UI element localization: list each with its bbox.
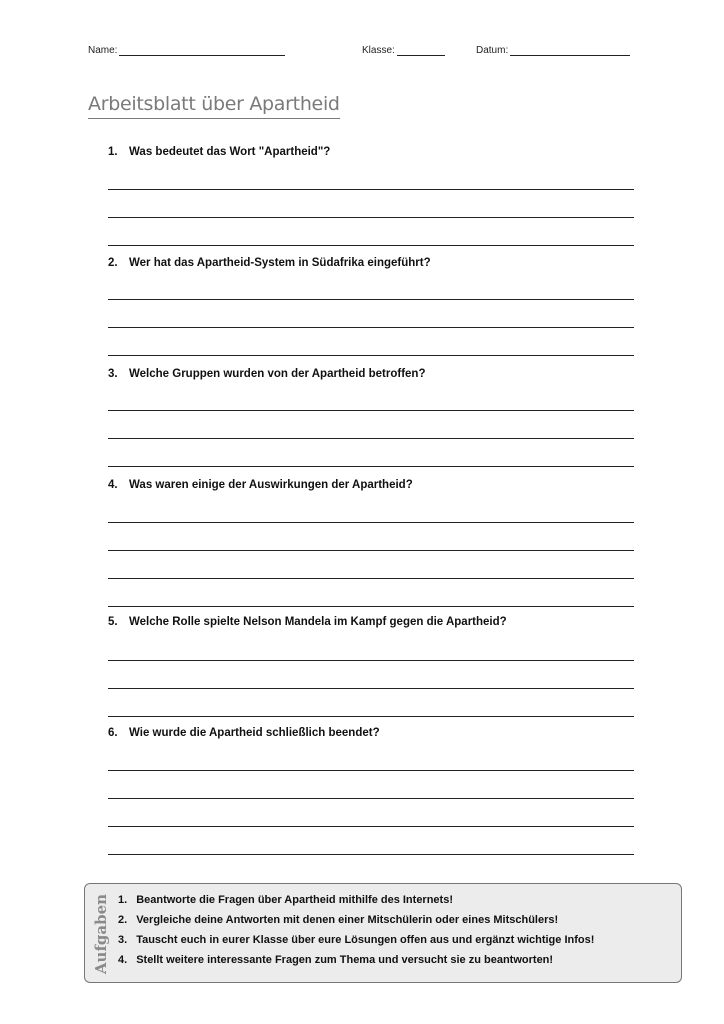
answer-line[interactable] <box>108 245 634 246</box>
question-number: 5. <box>108 616 118 628</box>
class-input-line[interactable] <box>397 45 445 56</box>
name-field[interactable] <box>88 45 285 56</box>
question-3 <box>108 368 634 380</box>
answer-line[interactable] <box>108 798 634 799</box>
question-number: 3. <box>108 368 118 380</box>
answer-line[interactable] <box>108 688 634 689</box>
answer-line[interactable] <box>108 522 634 523</box>
question-text: Was bedeutet das Wort "Apartheid"? <box>129 146 331 158</box>
answer-line[interactable] <box>108 854 634 855</box>
answer-line[interactable] <box>108 826 634 827</box>
question-1 <box>108 146 634 158</box>
answer-line[interactable] <box>108 466 634 467</box>
date-input-line[interactable] <box>510 45 630 56</box>
question-2 <box>108 257 634 269</box>
class-field[interactable] <box>362 45 445 56</box>
answer-line[interactable] <box>108 606 634 607</box>
answer-line[interactable] <box>108 189 634 190</box>
question-number: 1. <box>108 146 118 158</box>
task-side-label <box>88 892 114 976</box>
question-text: Wie wurde die Apartheid schließlich beendet? <box>129 727 380 739</box>
answer-line[interactable] <box>108 770 634 771</box>
question-text: Wer hat das Apartheid-System in Südafrika eingeführt? <box>129 257 431 269</box>
task-text: Stellt weitere interessante Fragen zum Thema und versucht sie zu beantworten! <box>136 954 554 966</box>
question-number: 6. <box>108 727 118 739</box>
question-text: Welche Rolle spielte Nelson Mandela im Kampf gegen die Apartheid? <box>129 616 507 628</box>
answer-line[interactable] <box>108 716 634 717</box>
task-item <box>118 932 594 952</box>
date-field[interactable] <box>476 45 630 56</box>
task-box <box>84 883 682 983</box>
task-list <box>118 892 594 972</box>
question-4 <box>108 479 634 491</box>
name-label: Name: <box>88 45 118 56</box>
task-item <box>118 952 594 972</box>
question-text: Was waren einige der Auswirkungen der Apartheid? <box>129 479 413 491</box>
task-text: Beantworte die Fragen über Apartheid mithilfe des Internets! <box>136 894 453 906</box>
task-number: 4. <box>118 954 128 966</box>
date-label: Datum: <box>476 45 509 56</box>
answer-line[interactable] <box>108 578 634 579</box>
answer-line[interactable] <box>108 355 634 356</box>
question-5 <box>108 616 634 628</box>
page-title: Arbeitsblatt über Apartheid <box>88 93 340 119</box>
question-6 <box>108 727 634 739</box>
task-number: 1. <box>118 894 128 906</box>
class-label: Klasse: <box>362 45 395 56</box>
task-item <box>118 912 594 932</box>
question-text: Welche Gruppen wurden von der Apartheid betroffen? <box>129 368 426 380</box>
task-number: 3. <box>118 934 128 946</box>
task-item <box>118 892 594 912</box>
answer-line[interactable] <box>108 327 634 328</box>
question-number: 2. <box>108 257 118 269</box>
answer-line[interactable] <box>108 438 634 439</box>
answer-line[interactable] <box>108 660 634 661</box>
task-text: Vergleiche deine Antworten mit denen einer Mitschülerin oder eines Mitschülers! <box>136 914 559 926</box>
answer-line[interactable] <box>108 299 634 300</box>
task-side-text: Aufgaben <box>92 893 110 975</box>
task-text: Tauscht euch in eurer Klasse über eure Lösungen offen aus und ergänzt wichtige Infos! <box>136 934 595 946</box>
answer-line[interactable] <box>108 550 634 551</box>
answer-line[interactable] <box>108 410 634 411</box>
question-number: 4. <box>108 479 118 491</box>
task-number: 2. <box>118 914 128 926</box>
answer-line[interactable] <box>108 217 634 218</box>
name-input-line[interactable] <box>119 45 285 56</box>
